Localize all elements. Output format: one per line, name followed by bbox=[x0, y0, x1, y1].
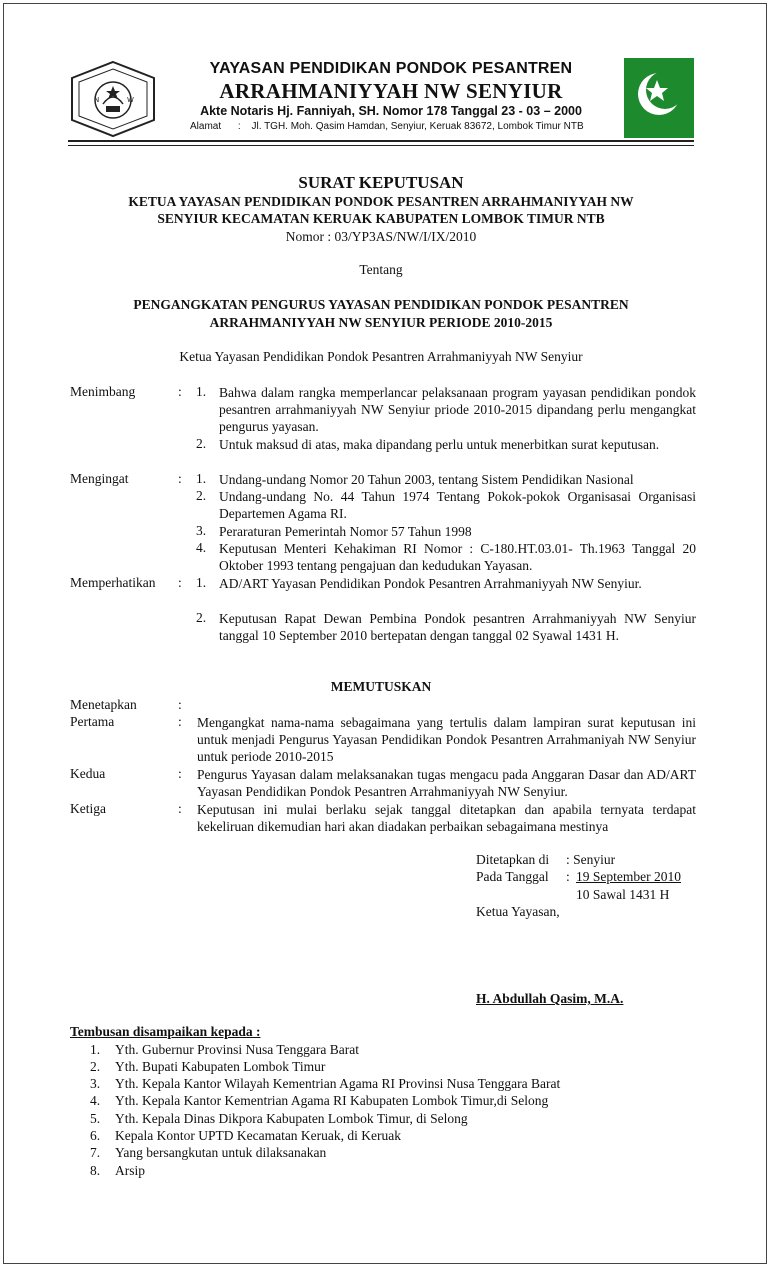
colon: : bbox=[178, 766, 182, 781]
cc-number: 7. bbox=[90, 1145, 101, 1160]
cc-heading: Tembusan disampaikan kepada : bbox=[70, 1024, 261, 1039]
header-rule-thin bbox=[68, 145, 694, 146]
colon: : bbox=[178, 801, 182, 816]
cc-number: 5. bbox=[90, 1111, 101, 1126]
colon: : bbox=[178, 714, 182, 729]
tentang-label: Tentang bbox=[359, 262, 403, 277]
cc-item: Yth. Kepala Kantor Wilayah Kementrian Agama RI Provinsi Nusa Tenggara Barat bbox=[115, 1076, 561, 1091]
kedua-text: Pengurus Yayasan dalam melaksanakan tugas mengacu pada Anggaran Dasar dan AD/ART Yayasan Pendidikan Pondok Pesantren Arrahmaniyyah NW Senyiur. bbox=[197, 767, 696, 799]
cc-item: Yth. Kepala Dinas Dikpora Kabupaten Lombok Timur, di Selong bbox=[115, 1111, 468, 1126]
title-sub2: SENYIUR KECAMATAN KERUAK KABUPATEN LOMBOK TIMUR NTB bbox=[157, 211, 605, 226]
cc-item: Yth. Kepala Kantor Kementrian Agama RI Kabupaten Lombok Timur,di Selong bbox=[115, 1093, 549, 1108]
signer-name: H. Abdullah Qasim, M.A. bbox=[476, 991, 624, 1006]
header-address-row bbox=[190, 121, 630, 132]
title-sub1: KETUA YAYASAN PENDIDIKAN PONDOK PESANTREN ARRAHMANIYYAH NW bbox=[128, 194, 634, 209]
pertama-text: Mengangkat nama-nama sebagaimana yang tertulis dalam lampiran surat keputusan ini untuk menjadi Pengurus Yayasan Pendidikan Pondok Pesantren Arrahmaniyah NW Senyiur untuk periode 2010-2015 bbox=[197, 715, 696, 764]
signer-role: Ketua Yayasan, bbox=[476, 904, 560, 919]
cc-item: Kepala Kontor UPTD Kecamatan Keruak, di Keruak bbox=[115, 1128, 402, 1143]
colon: : bbox=[178, 471, 182, 486]
header-line2: ARRAHMANIYYAH NW SENYIUR bbox=[219, 79, 563, 103]
item-number: 2. bbox=[196, 436, 207, 451]
cc-number: 1. bbox=[90, 1042, 101, 1057]
mengingat-item: Peraraturan Pemerintah Nomor 57 Tahun 1998 bbox=[219, 524, 472, 539]
date-value: 19 September 2010 bbox=[576, 869, 681, 884]
item-number: 3. bbox=[196, 523, 207, 538]
ketiga-text: Keputusan ini mulai berlaku sejak tanggal ditetapkan dan apabila ternyata terdapat kekeliruan dikemudian hari akan diadakan perbaikan sebagaimana mestinya bbox=[197, 802, 696, 834]
issuer-line: Ketua Yayasan Pendidikan Pondok Pesantren Arrahmaniyyah NW Senyiur bbox=[179, 349, 583, 364]
colon: : bbox=[178, 697, 182, 712]
mengingat-label: Mengingat bbox=[70, 471, 129, 486]
document-title: SURAT KEPUTUSAN bbox=[298, 173, 464, 192]
svg-text:W: W bbox=[127, 96, 134, 104]
place-label: Ditetapkan di bbox=[476, 852, 550, 867]
address-sep: : bbox=[237, 121, 241, 132]
item-number: 2. bbox=[196, 488, 207, 503]
mengingat-item: Undang-undang Nomor 20 Tahun 2003, tentang Sistem Pendidikan Nasional bbox=[219, 472, 634, 487]
menimbang-label: Menimbang bbox=[70, 384, 136, 399]
date-sep: : bbox=[566, 869, 570, 884]
cc-item: Arsip bbox=[115, 1163, 145, 1178]
mengingat-item: Undang-undang No. 44 Tahun 1974 Tentang Pokok-pokok Organisasai Organisasi Departemen Agama RI. bbox=[219, 489, 696, 521]
mengingat-item: Keputusan Menteri Kehakiman RI Nomor : C-180.HT.03.01- Th.1963 Tanggal 20 Oktober 1993 tentang pengajuan dan kedudukan Yayasan. bbox=[219, 541, 696, 573]
cc-number: 4. bbox=[90, 1093, 101, 1108]
header-notary: Akte Notaris Hj. Fanniyah, SH. Nomor 178 Tanggal 23 - 03 – 2000 bbox=[200, 104, 582, 118]
memperhatikan-item: AD/ART Yayasan Pendidikan Pondok Pesantren Arrahmaniyyah NW Senyiur. bbox=[219, 576, 642, 591]
cc-number: 3. bbox=[90, 1076, 101, 1091]
hijri-date: 10 Sawal 1431 H bbox=[576, 887, 670, 902]
cc-item: Yth. Gubernur Provinsi Nusa Tenggara Barat bbox=[115, 1042, 360, 1057]
pertama-label: Pertama bbox=[70, 714, 115, 729]
memperhatikan-item: Keputusan Rapat Dewan Pembina Pondok pesantren Arrahmaniyyah NW Senyiur tanggal 10 September 2010 bertepatan dengan tanggal 02 Syawal 1431 H. bbox=[219, 611, 696, 643]
yayasan-seal-logo bbox=[70, 60, 156, 138]
document-number: Nomor : 03/YP3AS/NW/I/IX/2010 bbox=[285, 229, 477, 244]
place-value: : Senyiur bbox=[566, 852, 616, 867]
item-number: 1. bbox=[196, 384, 207, 399]
menetapkan-label: Menetapkan bbox=[70, 697, 137, 712]
cc-item: Yang bersangkutan untuk dilaksanakan bbox=[115, 1145, 327, 1160]
item-number: 1. bbox=[196, 575, 207, 590]
date-label: Pada Tanggal bbox=[476, 869, 549, 884]
address-label: Alamat bbox=[190, 121, 222, 132]
header-rule-thick bbox=[68, 140, 694, 142]
header-line1: YAYASAN PENDIDIKAN PONDOK PESANTREN bbox=[209, 60, 573, 77]
kedua-label: Kedua bbox=[70, 766, 106, 781]
colon: : bbox=[178, 575, 182, 590]
svg-text:N: N bbox=[94, 96, 100, 104]
cc-number: 2. bbox=[90, 1059, 101, 1074]
subject-line1: PENGANGKATAN PENGURUS YAYASAN PENDIDIKAN PONDOK PESANTREN bbox=[133, 297, 629, 312]
menimbang-item: Untuk maksud di atas, maka dipandang perlu untuk menerbitkan surat keputusan. bbox=[219, 437, 660, 452]
item-number: 4. bbox=[196, 540, 207, 555]
cc-item: Yth. Bupati Kabupaten Lombok Timur bbox=[115, 1059, 326, 1074]
item-number: 1. bbox=[196, 471, 207, 486]
menimbang-item: Bahwa dalam rangka memperlancar pelaksanaan program yayasan pendidikan pondok pesantren arrahmaniyyah NW Senyiur priode 2010-2015 dipandang perlu mengangkat pengurus yayasan. bbox=[219, 385, 696, 434]
colon: : bbox=[178, 384, 182, 399]
memperhatikan-label: Memperhatikan bbox=[70, 575, 156, 590]
cc-number: 6. bbox=[90, 1128, 101, 1143]
item-number: 2. bbox=[196, 610, 207, 625]
address-text: Jl. TGH. Moh. Qasim Hamdan, Senyiur, Keruak 83672, Lombok Timur NTB bbox=[251, 121, 584, 132]
nw-flag-logo bbox=[624, 58, 694, 138]
ketiga-label: Ketiga bbox=[70, 801, 106, 816]
cc-number: 8. bbox=[90, 1163, 101, 1178]
decision-heading: MEMUTUSKAN bbox=[330, 679, 432, 694]
subject-line2: ARRAHMANIYYAH NW SENYIUR PERIODE 2010-2015 bbox=[209, 315, 553, 330]
